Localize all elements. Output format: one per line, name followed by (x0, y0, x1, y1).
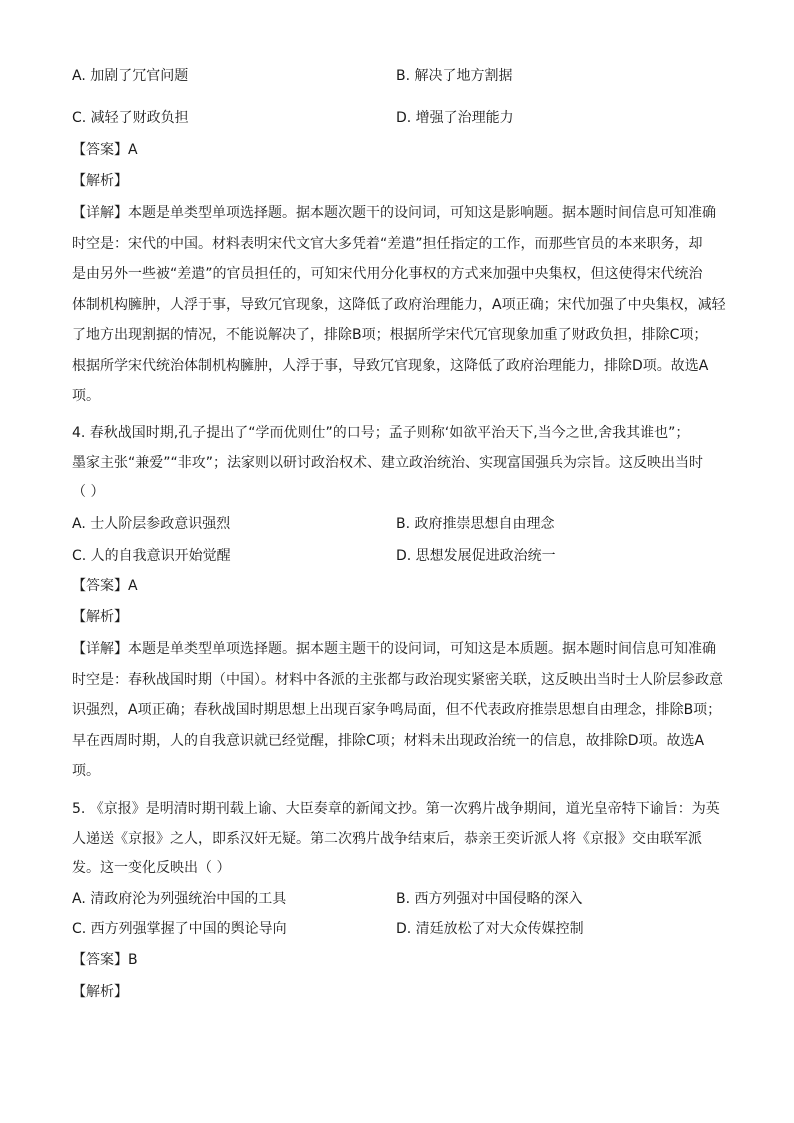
q5-stem-line: 人递送《京报》之人，即系汉奸无疑。第二次鸦片战争结束后，恭亲王奕䜣派人将《京报》交由联军派 (72, 830, 702, 847)
q5-stem-line: 发。这一变化反映出（ ） (72, 860, 231, 876)
q3-analysis-label: 【解析】 (72, 173, 128, 189)
q4-detail (72, 634, 727, 787)
q4-detail-line: 时空是：春秋战国时期（中国）。材料中各派的主张都与政治现实紧密关联，这反映出当时士人阶层参政意 (72, 671, 723, 688)
q5-option-d: D. 清廷放松了对大众传媒控制 (396, 921, 584, 937)
q3-detail-line: 根据所学宋代统治体制机构臃肿，人浮于事，导致冗官现象，这降低了政府治理能力，排除D项。故选A (72, 357, 709, 374)
q5-option-b: B. 西方列强对中国侵略的深入 (396, 891, 583, 907)
q4-detail-line: 项。 (72, 763, 100, 779)
q3-option-b: B. 解决了地方割据 (396, 68, 513, 84)
q4-detail-line: 识强烈，A项正确；春秋战国时期思想上出现百家争鸣局面，但不代表政府推崇思想自由理念，排除B项； (72, 702, 722, 718)
q3-detail-line: 体制机构臃肿，人浮于事，导致冗官现象，这降低了政府治理能力，A项正确；宋代加强了中央集权，减轻 (72, 296, 726, 313)
q5-answer: 【答案】B (72, 952, 138, 968)
q4-detail-line: 早在西周时期，人的自我意识就已经觉醒，排除C项；材料未出现政治统一的信息，故排除D项。故选A (72, 732, 705, 749)
q5-analysis-label: 【解析】 (72, 984, 128, 1000)
q5-stem (72, 795, 720, 884)
q5-stem-line: 5. 《京报》是明清时期刊载上谕、大臣奏章的新闻文抄。第一次鸦片战争期间，道光皇帝特下谕旨：为英 (72, 801, 720, 817)
q4-stem-line: 墨家主张“兼爱”“非攻”；法家则以研讨政治权术、建立政治统治、实现富国强兵为宗旨。这反映出当时 (72, 454, 704, 471)
q3-detail-line: 时空是：宋代的中国。材料表明宋代文官大多凭着“差遣”担任指定的工作，而那些官员的本来职务，却 (72, 235, 703, 252)
q4-stem-line: （ ） (72, 484, 105, 500)
q5-option-c: C. 西方列强掌握了中国的舆论导向 (72, 921, 287, 937)
q4-option-a: A. 士人阶层参政意识强烈 (72, 516, 231, 532)
q3-option-d: D. 增强了治理能力 (396, 110, 514, 126)
q3-answer: 【答案】A (72, 142, 138, 158)
q3-detail-line: 【详解】本题是单类型单项选择题。据本题次题干的设问词，可知这是影响题。据本题时间信息可知准确 (72, 205, 716, 221)
q4-analysis-label: 【解析】 (72, 609, 128, 625)
q3-option-c: C. 减轻了财政负担 (72, 110, 189, 126)
q4-option-c: C. 人的自我意识开始觉醒 (72, 548, 231, 564)
q4-stem (72, 419, 703, 508)
q4-stem-line: 4. 春秋战国时期,孔子提出了“学而优则仕”的口号；孟子则称‘如欲平治天下,当今之世,舍我其谁也”； (72, 425, 690, 441)
q3-detail-line: 是由另外一些被“差遣”的官员担任的，可知宋代用分化事权的方式来加强中央集权，但这使得宋代统治 (72, 266, 703, 282)
q3-option-a: A. 加剧了冗官问题 (72, 68, 189, 84)
q4-option-b: B. 政府推崇思想自由理念 (396, 516, 555, 532)
q3-detail-line: 项。 (72, 388, 100, 404)
q4-option-d: D. 思想发展促进政治统一 (396, 548, 556, 564)
q4-detail-line: 【详解】本题是单类型单项选择题。据本题主题干的设问词，可知这是本质题。据本题时间信息可知准确 (72, 641, 716, 657)
q3-detail-line: 了地方出现割据的情况，不能说解决了，排除B项；根据所学宋代冗官现象加重了财政负担，排除C项； (72, 327, 708, 343)
q3-detail (72, 198, 727, 412)
q5-option-a: A. 清政府沦为列强统治中国的工具 (72, 891, 287, 907)
q4-answer: 【答案】A (72, 578, 138, 594)
